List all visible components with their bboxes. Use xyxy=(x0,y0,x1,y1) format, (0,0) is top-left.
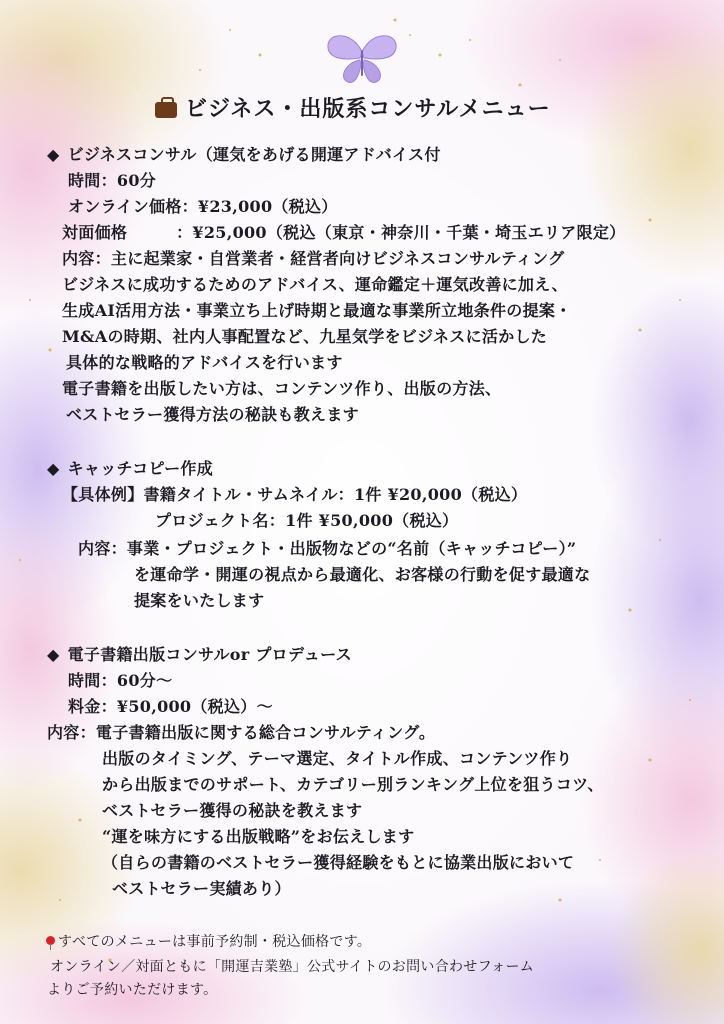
ebook-time: 時間：60分～ xyxy=(68,671,173,690)
business-content: 内容：主に起業家・自営業者・経営者向けビジネスコンサルティング xyxy=(62,249,565,268)
ebook-desc-1: 出版のタイミング、テーマ選定、タイトル作成、コンテンツ作り xyxy=(102,749,573,768)
section-heading-business: ◆ ビジネスコンサル（運気をあげる開運アドバイス付 xyxy=(47,143,441,167)
briefcase-icon xyxy=(155,102,177,118)
business-desc-1: ビジネスに成功するためのアドバイス、運命鑑定＋運気改善に加え、 xyxy=(62,275,568,294)
ebook-desc-6: ベストセラー実績あり） xyxy=(112,879,291,898)
ebook-fee: 料金：¥50,000（税込）～ xyxy=(68,697,273,716)
ebook-desc-5: （自らの書籍のベストセラー獲得経験をもとに協業出版において xyxy=(102,853,575,872)
diamond-bullet-icon: ◆ xyxy=(47,645,60,664)
business-desc-2: 生成AI活用方法・事業立ち上げ時期と最適な事業所立地条件の提案・ xyxy=(62,301,572,320)
pushpin-icon xyxy=(46,936,55,945)
ebook-desc-2: から出版までのサポート、カテゴリー別ランキング上位を狙うコツ、 xyxy=(102,775,604,794)
ebook-content: 内容：電子書籍出版に関する総合コンサルティング。 xyxy=(47,723,436,742)
ebook-desc-4: “運を味方にする出版戦略”をお伝えします xyxy=(102,827,415,846)
catchcopy-desc-2: 提案をいたします xyxy=(134,591,265,610)
catchcopy-example-1: 【具体例】書籍タイトル・サムネイル：1件 ¥20,000（税込） xyxy=(62,485,528,504)
business-desc-5: 電子書籍を出版したい方は、コンテンツ作り、出版の方法、 xyxy=(62,379,502,398)
catchcopy-content: 内容：事業・プロジェクト・出版物などの“名前（キャッチコピー）” xyxy=(78,539,577,558)
catchcopy-desc-1: を運命学・開運の視点から最適化、お客様の行動を促す最適な xyxy=(134,565,591,584)
business-online-price: オンライン価格：¥23,000（税込） xyxy=(68,197,338,216)
section-heading-catchcopy: ◆ キャッチコピー作成 xyxy=(47,457,213,481)
business-time: 時間：60分 xyxy=(68,171,157,190)
business-inperson-price: 対面価格 ：¥25,000（税込（東京・神奈川・千葉・埼玉エリア限定） xyxy=(62,223,626,242)
footer-note-2: オンライン／対面ともに「開運吉業塾」公式サイトのお問い合わせフォーム xyxy=(50,959,535,975)
business-desc-6: ベストセラー獲得方法の秘訣も教えます xyxy=(66,405,359,424)
footer-note-3: よりご予約いただけます。 xyxy=(47,982,218,998)
ebook-desc-3: ベストセラー獲得の秘訣を教えます xyxy=(102,801,363,820)
footer-note-1: すべてのメニューは事前予約制・税込価格です。 xyxy=(46,930,371,954)
diamond-bullet-icon: ◆ xyxy=(47,459,60,478)
business-desc-4: 具体的な戦略的アドバイスを行います xyxy=(66,353,343,372)
business-desc-3: M&Aの時期、社内人事配置など、九星気学をビジネスに活かした xyxy=(62,327,548,346)
page-title: ビジネス・出版系コンサルメニュー xyxy=(155,92,551,123)
section-heading-ebook: ◆ 電子書籍出版コンサルor プロデュース xyxy=(47,643,352,667)
diamond-bullet-icon: ◆ xyxy=(47,145,60,164)
catchcopy-example-2: プロジェクト名：1件 ¥50,000（税込） xyxy=(155,511,459,530)
